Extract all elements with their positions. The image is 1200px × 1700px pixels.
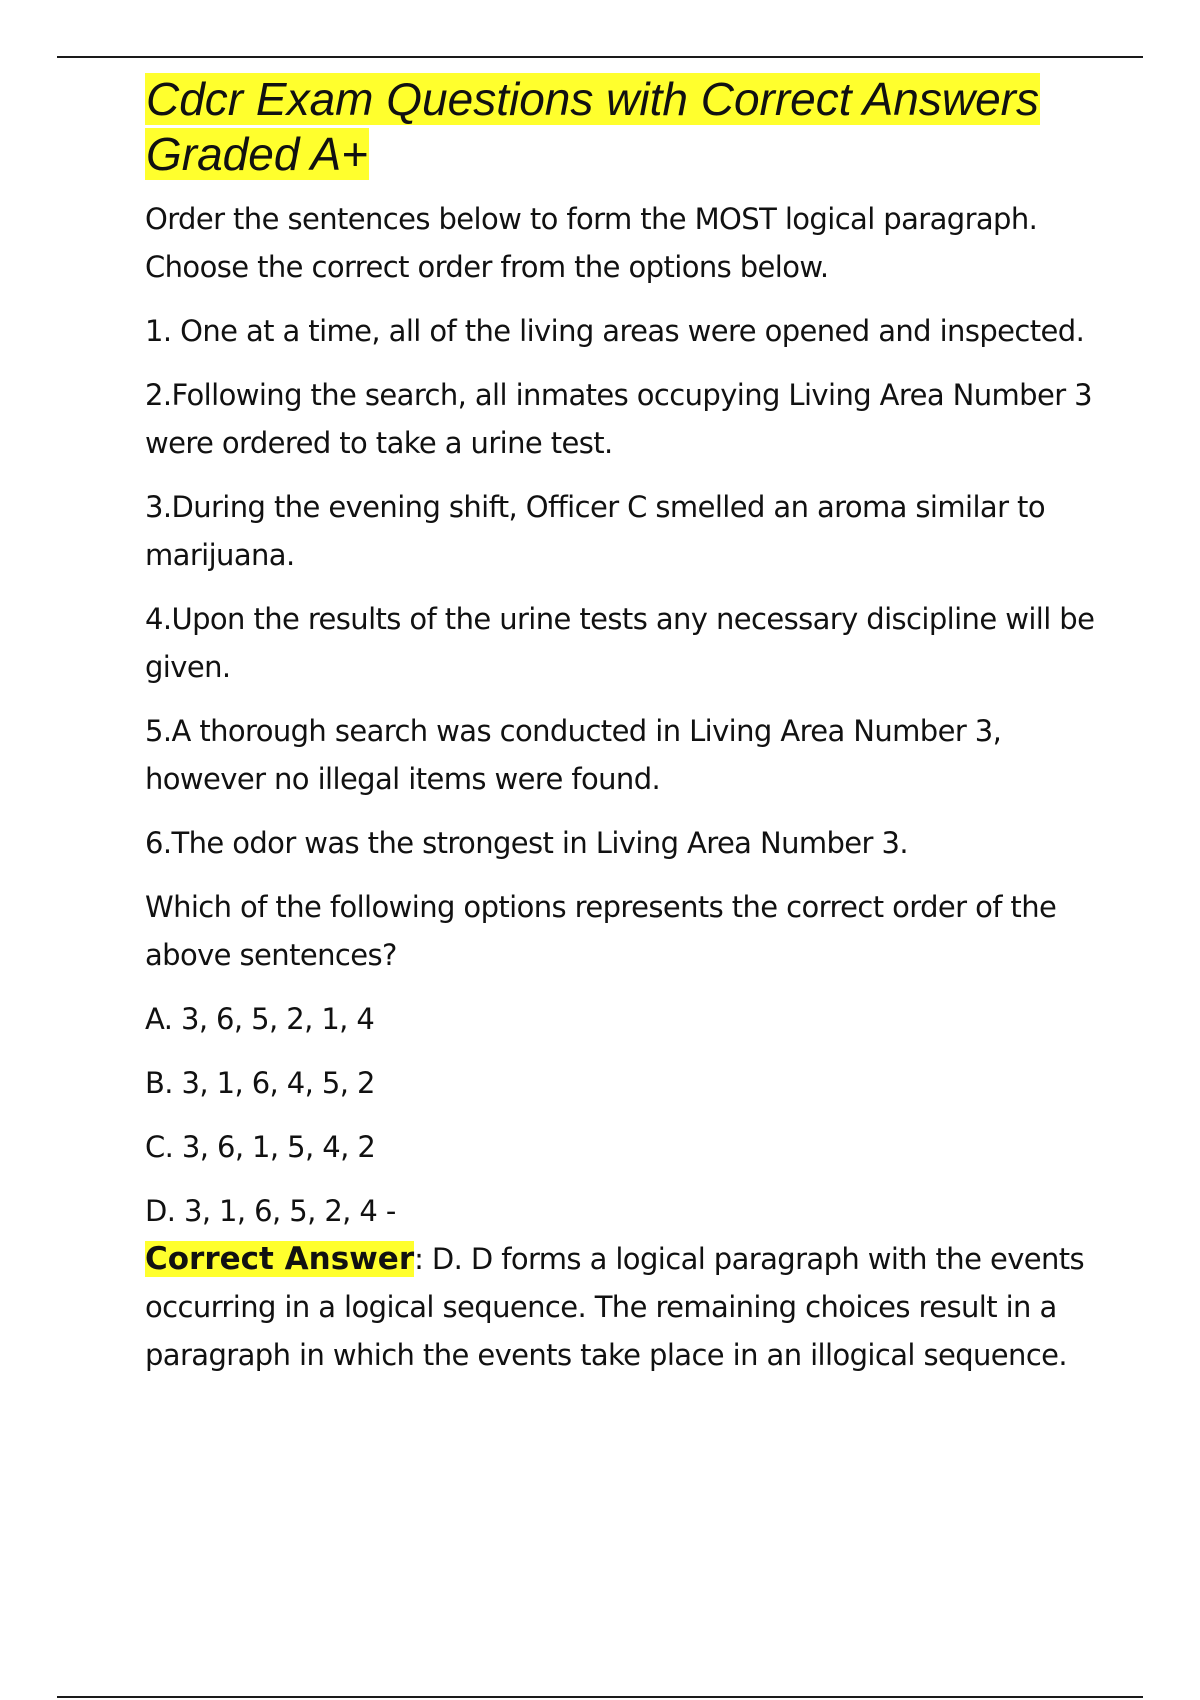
sentence-3: 3.During the evening shift, Officer C smelled an aroma similar to marijuana. [145,490,1045,572]
footer-rule [57,1696,1143,1698]
option-d: D. 3, 1, 6, 5, 2, 4 - [145,1194,396,1228]
option-c: C. 3, 6, 1, 5, 4, 2 [145,1130,376,1164]
sentence-4: 4.Upon the results of the urine tests any necessary discipline will be given. [145,602,1095,684]
answer-explanation: D. D forms a logical paragraph with the events occurring in a logical sequence. The remaining choices result in a paragraph in which the events take place in an illogical sequence. [145,1242,1085,1372]
option-a: A. 3, 6, 5, 2, 1, 4 [145,1002,375,1036]
document-body [145,72,1105,1395]
answer-separator: : [414,1242,432,1276]
correct-answer-label: Correct Answer [145,1241,415,1277]
sentence-2: 2.Following the search, all inmates occupying Living Area Number 3 were ordered to take a urine test. [145,378,1092,460]
option-b: B. 3, 1, 6, 4, 5, 2 [145,1066,375,1100]
question-text: Which of the following options represents the correct order of the above sentences? [145,890,1057,972]
sentence-6: 6.The odor was the strongest in Living Area Number 3. [145,826,908,860]
document-title: Cdcr Exam Questions with Correct Answers Graded A+ [146,73,1040,180]
answer-paragraph [145,1235,1105,1379]
intro-paragraph: Order the sentences below to form the MOST logical paragraph. Choose the correct order from the options below. [145,202,1038,284]
header-rule [57,56,1143,58]
sentence-5: 5.A thorough search was conducted in Living Area Number 3, however no illegal items were found. [145,714,1002,796]
sentence-1: 1. One at a time, all of the living areas were opened and inspected. [145,314,1085,348]
